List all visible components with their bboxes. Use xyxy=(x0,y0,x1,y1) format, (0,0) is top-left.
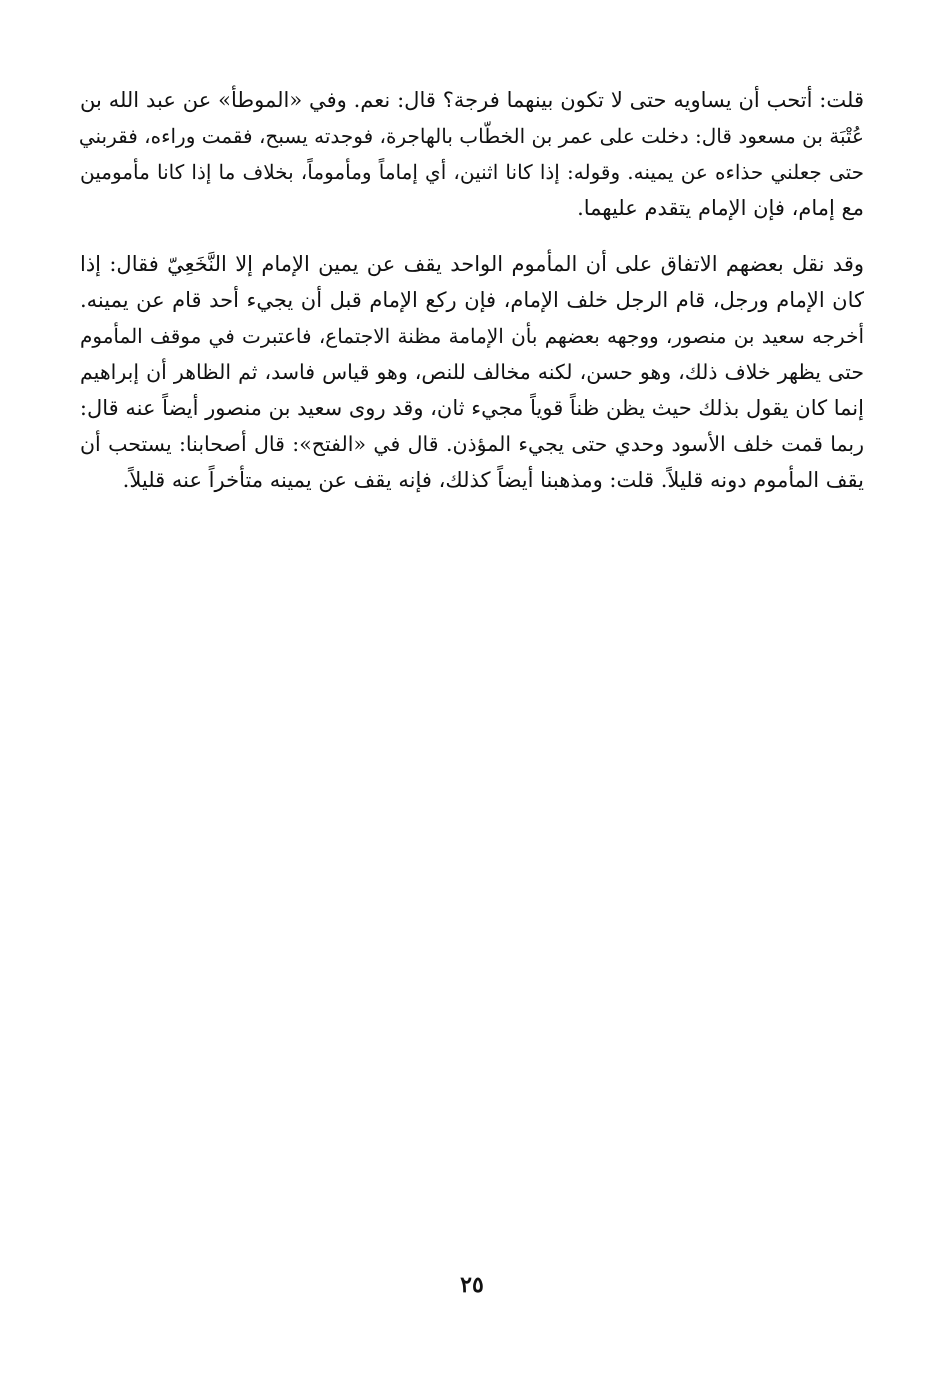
paragraph-1-line-2: عُتْبَة بن مسعود قال: دخلت على عمر بن الخطّاب بالهاجرة، فوجدته يسبح، فقمت وراءه، فقربني xyxy=(78,124,864,148)
page-number: ٢٥ xyxy=(460,1272,484,1298)
paragraph-1-line-3: حتى جعلني حذاءه عن يمينه. وقوله: إذا كانا اثنين، أي إماماً ومأموماً، بخلاف ما إذا كانا مأمومين xyxy=(80,160,864,184)
paragraph-1-line-4: مع إمام، فإن الإمام يتقدم عليهما. xyxy=(577,196,864,220)
paragraph-1 xyxy=(80,82,864,226)
paragraph-2-line-3: أخرجه سعيد بن منصور، ووجهه بعضهم بأن الإمامة مظنة الاجتماع، فاعتبرت في موقف المأموم xyxy=(80,324,864,348)
paragraph-2-line-4: حتى يظهر خلاف ذلك، وهو حسن، لكنه مخالف للنص، وهو قياس فاسد، ثم الظاهر أن إبراهيم xyxy=(80,360,864,384)
paragraph-2-line-2: كان الإمام ورجل، قام الرجل خلف الإمام، فإن ركع الإمام قبل أن يجيء أحد قام عن يمينه. xyxy=(80,288,864,312)
paragraph-1-line-1: قلت: أتحب أن يساويه حتى لا تكون بينهما فرجة؟ قال: نعم. وفي «الموطأ» عن عبد الله بن xyxy=(80,88,864,112)
paragraph-2-line-1: وقد نقل بعضهم الاتفاق على أن المأموم الواحد يقف عن يمين الإمام إلا النَّخَعِيّ فقال: إذا xyxy=(80,252,864,276)
paragraph-2-line-5: إنما كان يقول بذلك حيث يظن ظناً قوياً مجيء ثان، وقد روى سعيد بن منصور أيضاً عنه قال: xyxy=(79,396,864,420)
paragraph-2-line-6: ربما قمت خلف الأسود وحدي حتى يجيء المؤذن. قال في «الفتح»: قال أصحابنا: يستحب أن xyxy=(80,432,864,456)
paragraph-2-line-7: يقف المأموم دونه قليلاً. قلت: ومذهبنا أيضاً كذلك، فإنه يقف عن يمينه متأخراً عنه قليلاً. xyxy=(122,468,864,492)
paragraph-2 xyxy=(80,246,864,498)
